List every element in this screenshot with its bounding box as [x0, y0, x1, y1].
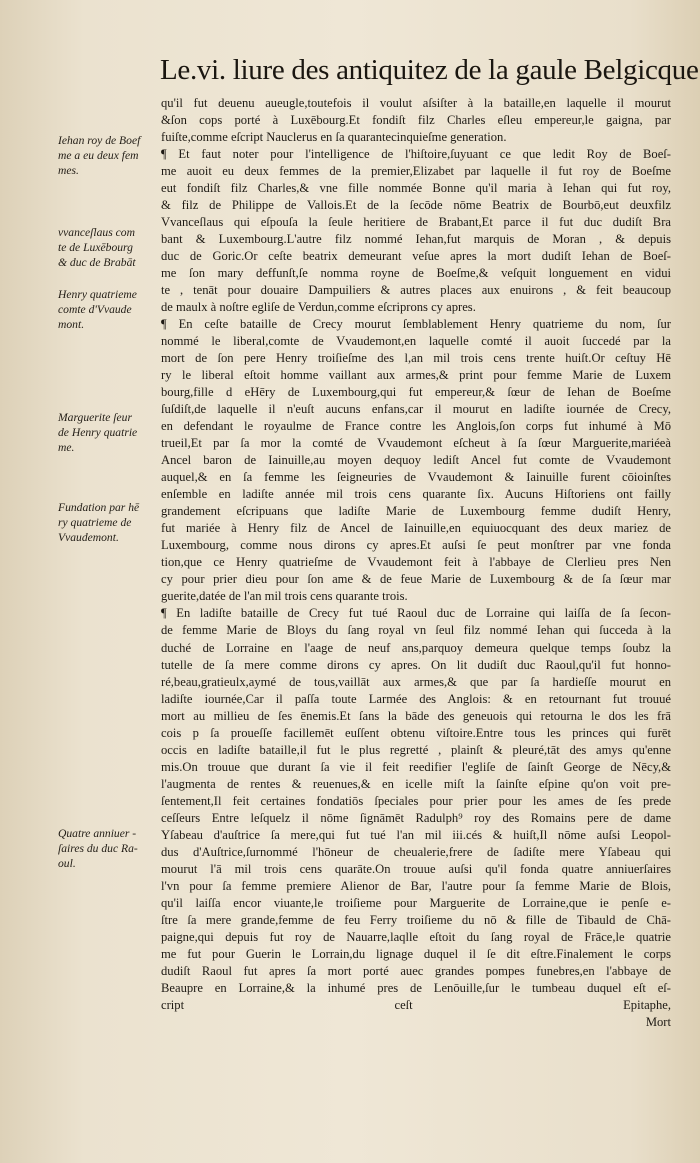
- text-line: trueil,Et par ſa mor la comté de Vvaudemont eſcheut à ſa ſœur Marguerite,mariéeà: [161, 436, 671, 451]
- text-line: ſuſdiſt,de laquelle il n'euſt aucuns enfans,car il mourut en ladiſte iournée de Crecy,: [161, 402, 671, 417]
- text-line: nommé le liberal,comte de Vvaudemont,en laquelle comté il auoit ſuccedé par la: [161, 334, 671, 349]
- text-line: ceſſeurs Entre leſquelz il nōme ſignāmēt Radulph⁹ roy des Romains pere de dame: [161, 810, 671, 825]
- text-line: Yſabeau d'auſtrice ſa mere,qui fut tué l'an mil iii.cés & huiſt,Il nōme auſsi Leopol-: [161, 827, 671, 842]
- text-line: me fut pour Guerin le Lorrain,du lignage duquel il ſe dit eſtre.Finalement le corps: [161, 946, 671, 961]
- text-line: ry le liberal eſtoit homme vaillant aux armes,& print pour femme Marie de Luxem: [161, 368, 671, 383]
- text-line: en defendant le royaulme de France contre les Anglois,ſon corps fut inhumé à Mō: [161, 419, 671, 434]
- running-title: Le.vi. liure des antiquitez de la gaule Belgicque: [160, 54, 699, 86]
- margin-note-line: vvanceſlaus com: [58, 226, 135, 239]
- text-line: ¶ En ceſte bataille de Crecy mourut ſemblablement Henry quatrieme du nom, ſur: [161, 317, 671, 332]
- margin-note: [58, 225, 158, 270]
- margin-note: [58, 133, 158, 178]
- text-line: cois p ſa proueſſe facillemēt euſſent obtenu viſtoire.Entre tous les princes qui furēt: [161, 725, 671, 740]
- text-line: bant & Luxembourg.L'autre filz nommé Iehan,fut marquis de Moran , & depuis: [161, 232, 671, 247]
- text-line: & filz de Philippe de Vallois.Et de la ſecōde nōme Beatrix de Bourbō,eut deuxfilz: [161, 198, 671, 213]
- margin-note-line: oul.: [58, 857, 76, 870]
- margin-note-line: Marguerite ſeur: [58, 411, 132, 424]
- text-line: auquel,& en ſa femme les ſeigneuries de Vvaudemont & Iainuille furent cōioinſtes: [161, 470, 671, 485]
- text-line: occis en ladiſte bataille,il fut le plus regretté , plainſt & pleuré,tāt des amys qu'enne: [161, 742, 671, 757]
- text-line: dudiſt Raoul fut apres ſa mort porté auec grandes pompes funebres,en l'abbaye de: [161, 963, 671, 978]
- body-text: [161, 95, 671, 1031]
- text-line: cript ceſt Epitaphe,: [161, 997, 671, 1012]
- margin-note: [58, 500, 158, 545]
- margin-note-line: ſaires du duc Ra-: [58, 842, 138, 855]
- text-line: dus d'Auſtrice,ſurnommé l'hōneur de cheualerie,frere de ſadiſte mere Yſabeau qui: [161, 844, 671, 859]
- text-line: duché de Lorraine en l'aage de neuf ans,parquoy demeura quelque temps ſoubz la: [161, 640, 671, 655]
- text-line: cy pour prier dieu pour ſon ame & de feue Marie de Luxembourg & de ſa ſœur mar: [161, 572, 671, 587]
- margin-note-line: Fundation par hē: [58, 501, 140, 514]
- text-line: ¶ En ladiſte bataille de Crecy fut tué Raoul duc de Lorraine qui laiſſa de ſa ſecon-: [161, 606, 671, 621]
- margin-note-line: me a eu deux fem: [58, 149, 139, 162]
- text-line: me auoit eu deux femmes de la premier,Elizabet par laquelle il fut roy de Boeſme: [161, 164, 671, 179]
- text-line: te , tenāt pour douaire Dampuiliers & autres places aux enuirons , & feit beaucoup: [161, 283, 671, 298]
- margin-note-line: & duc de Brabāt: [58, 256, 136, 269]
- text-line: guerite,datée de l'an mil trois cens quarante trois.: [161, 589, 408, 604]
- margin-note-line: Vvaudemont.: [58, 531, 119, 544]
- text-line: ladiſte iournée,Car il paſſa toute Larmée des Anglois: & en retournant fut trouué: [161, 691, 671, 706]
- margin-notes: [0, 0, 160, 1163]
- text-line: bourg,fille d eHēry de Luxembourg,qui fut empereur,& ſœur de Iehan de Boeſme: [161, 385, 671, 400]
- text-line: ſtre ſa mere grande,femme de feu Ferry troiſieme du nō & fille de Tibauld de Chā-: [161, 912, 671, 927]
- text-line: paigne,qui depuis fut roy de Nauarre,laqlle eſtoit du ſang royal de Frāce,le quatrie: [161, 929, 671, 944]
- text-line: Ancel baron de Iainuille,au moyen dequoy lediſt Ancel fut comte de Vvaudemont: [161, 453, 671, 468]
- text-line: duc de Goric.Or ceſte beatrix demeurant veſue apres la mort dudiſt Iehan de Boeſ-: [161, 249, 671, 264]
- text-line: ré,beau,gratieulx,aymé de tous,vaillāt aux armes,& que par ſa hardieſſe mourut en: [161, 674, 671, 689]
- text-line: Vvanceſlaus qui eſpouſa la ſeule heritiere de Brabant,Et parce il fut duc dudiſt Bra: [161, 215, 671, 230]
- margin-note-line: Henry quatrieme: [58, 288, 137, 301]
- text-line: &ſon cops porté à Luxēbourg.Et fondiſt filz Charles eſleu empereur,le gaigna, par: [161, 113, 671, 128]
- text-line: ¶ Et faut noter pour l'intelligence de l'hiſtoire,ſuyuant ce que ledit Roy de Boeſ-: [161, 147, 671, 162]
- text-line: qu'il fut deuenu aueugle,toutefois il voulut aſsiſter à la bataille,en laquelle il mourut: [161, 96, 671, 110]
- text-line: mis.On trouue que durant ſa vie il feit reedifier l'egliſe de ſainſt George de Nēcy,&: [161, 759, 671, 774]
- margin-note-line: mes.: [58, 164, 79, 177]
- margin-note-line: Quatre anniuer -: [58, 827, 137, 840]
- text-line: fut mariée à Henry filz de Ancel de Iainuille,en equiuocquant des deux mariez de: [161, 521, 671, 536]
- text-line: me ſon mary deffunſt,ſe nomma royne de Boeſme,& veſquit longuement en vidui: [161, 266, 671, 281]
- text-line: mort au millieu de ſes ēnemis.Et ſans la bāde des geneuois qui retourna le dos les frā: [161, 708, 671, 723]
- margin-note-line: de Henry quatrie: [58, 426, 138, 439]
- text-line: enſemble en ladiſte année mil trois cens quarante ſix. Aucuns Hiſtoriens ont failly: [161, 487, 671, 502]
- text-line: fuiſte,comme eſcript Nauclerus en ſa quarantecinquieſme generation.: [161, 130, 507, 145]
- text-line: ſentement,Il feit certaines fondatiōs ſpeciales pour prier pour les ames de ſes prede: [161, 793, 671, 808]
- text-line: mort de ſon pere Henry troiſieſme des l,an mil trois cens trente huiſt.Or ceſtuy Hē: [161, 351, 671, 366]
- text-line: tutelle de ſa mere comme dirons cy apres. On lit dudiſt duc Raoul,qu'il fut honno-: [161, 657, 671, 672]
- text-line: Luxembourg, comme nous dirons cy apres.Et auſsi ſe peut monſtrer par vne fonda: [161, 538, 671, 553]
- text-line: qu'il laiſſa encor viuante,le troiſieme pour Marguerite de Lorraine,que ie penſe e-: [161, 895, 671, 910]
- margin-note-line: me.: [58, 441, 75, 454]
- margin-note-line: te de Luxēbourg: [58, 241, 133, 254]
- margin-note-line: mont.: [58, 318, 85, 331]
- text-line: de maulx à noſtre egliſe de Verdun,comme eſcriprons cy apres.: [161, 300, 476, 315]
- text-line: grandement eſcripuans que ladiſte Marie de Luxembourg femme dudiſt Henry,: [161, 504, 671, 519]
- margin-note-line: comte d'Vvaude: [58, 303, 132, 316]
- margin-note-line: ry quatrieme de: [58, 516, 132, 529]
- text-line: de femme Marie de Bloys du ſang royal vn ſeul filz nommé Iehan qui ſucceda à la: [161, 623, 671, 638]
- text-line: tion,que ce Henry quatrieſme de Vvaudemont feit à l'abbaye de Clerlieu pres Nen: [161, 555, 671, 570]
- margin-note-line: Iehan roy de Boef: [58, 134, 141, 147]
- margin-note: [58, 826, 158, 871]
- margin-note: [58, 287, 158, 332]
- text-line: mourut l'ā mil trois cens quarāte.On trouue auſsi qu'il fonda quatre anniuerſaires: [161, 861, 671, 876]
- text-line: l'augmenta de rentes & reuenues,& en icelle miſt la ſainſte eſpine qu'on voit pre-: [161, 776, 671, 791]
- text-line: Beaupre en Lorraine,& la inhumé pres de Lenōuille,ſur le tumbeau duquel eſt eſ-: [161, 980, 671, 995]
- margin-note: [58, 410, 158, 455]
- text-line: l'vn pour ſa femme premiere Alienor de Bar, l'autre pour ſa femme Marie de Blois,: [161, 878, 671, 893]
- catchword: Mort: [645, 1014, 671, 1029]
- text-line: eut fondiſt filz Charles,& vne fille nommée Bonne qu'il maria à Iehan qui fut roy,: [161, 181, 671, 196]
